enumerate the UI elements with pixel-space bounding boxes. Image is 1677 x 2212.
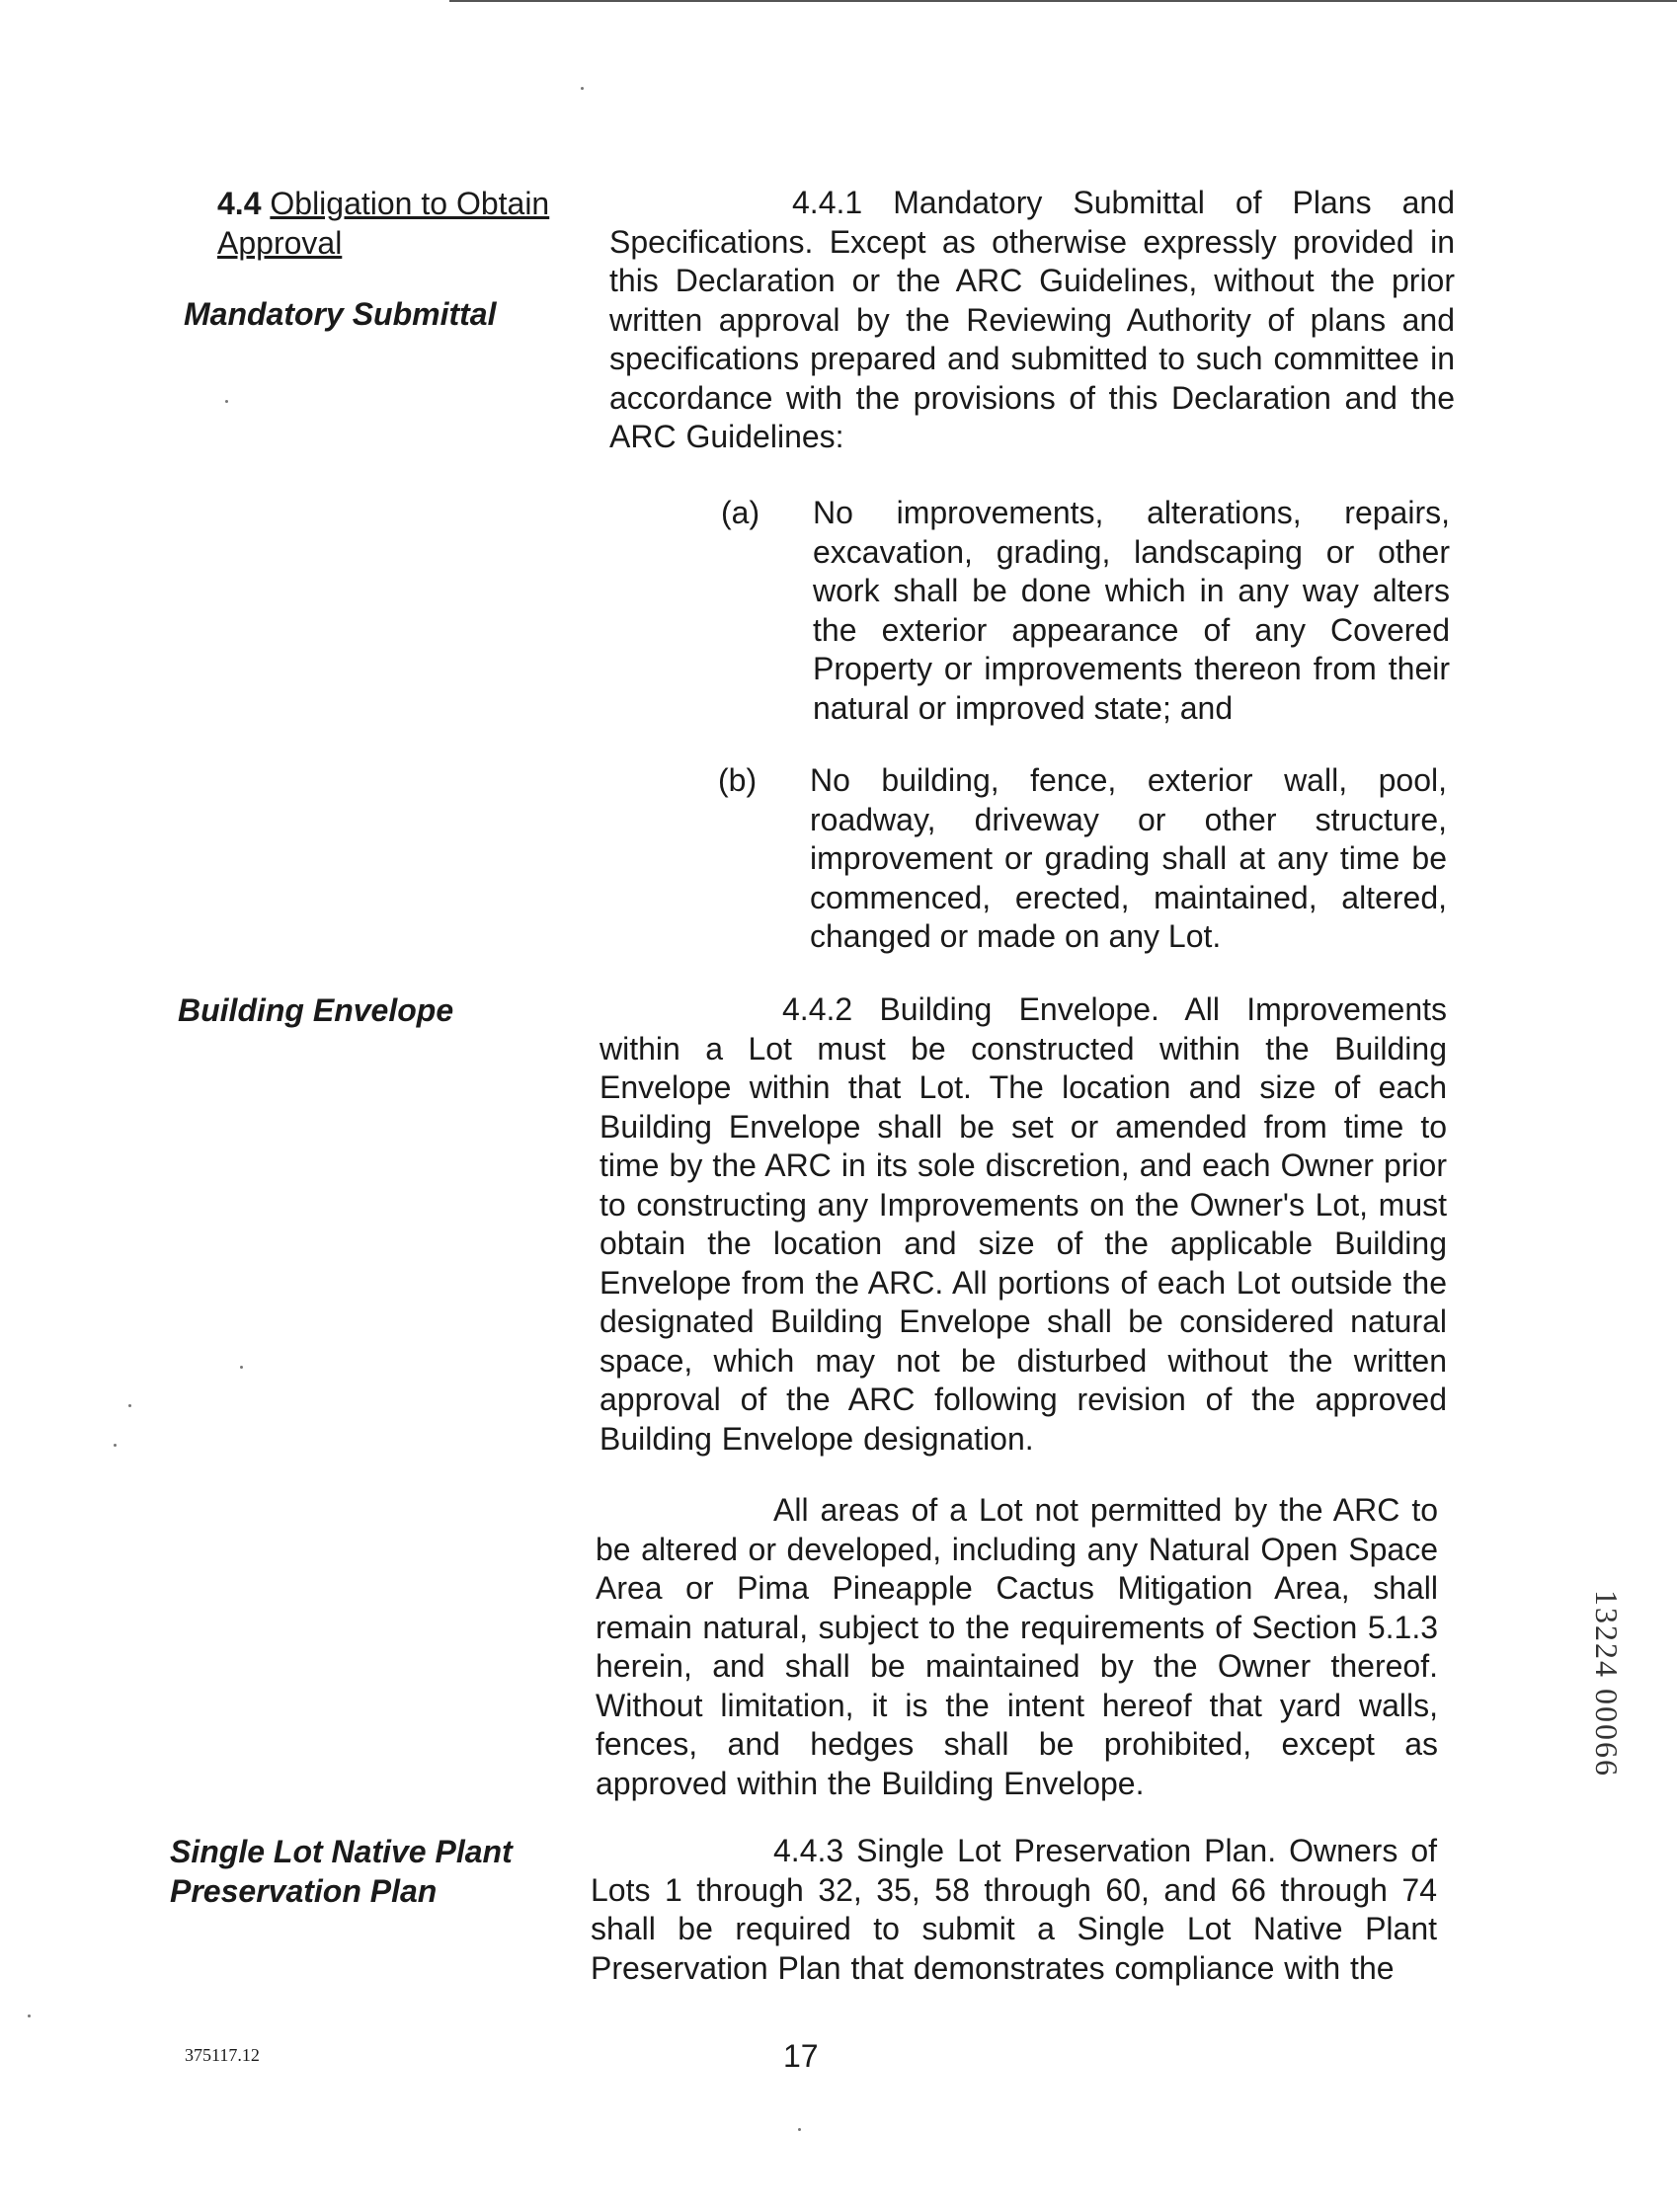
paragraph-4-4-1: [609, 184, 1455, 457]
page-number: 17: [783, 2038, 819, 2074]
paragraph-4-4-2-text: 4.4.2 Building Envelope. All Improvements within a Lot must be constructed within the Building Envelope within that Lot. The location and size of each Building Envelope shall be set or amended from time to time by the ARC in its sole discretion, and each Owner prior to constructing any Improvements on the Owner's Lot, must obtain the location and size of the applicable Building Envelope from the ARC. All portions of each Lot outside the designated Building Envelope shall be considered natural space, which may not be disturbed without the written approval of the ARC following revision of the approved Building Envelope designation.: [599, 991, 1447, 1457]
list-item-b: [718, 761, 1452, 959]
paragraph-4-4-3-text: 4.4.3 Single Lot Preservation Plan. Owners of Lots 1 through 32, 35, 58 through 60, and 66 through 74 shall be required to submit a Single Lot Native Plant Preservation Plan that demonstrates compliance with the: [591, 1833, 1437, 1986]
section-heading-line2: [217, 223, 342, 263]
scan-speck: [114, 1444, 117, 1447]
section-title-line1: Obligation to Obtain: [270, 186, 550, 221]
section-number: 4.4: [217, 186, 262, 221]
scan-speck: [240, 1366, 243, 1369]
section-title-line2: Approval: [217, 225, 343, 261]
section-heading: [217, 184, 549, 223]
list-item-b-text: No building, fence, exterior wall, pool, roadway, driveway or other structure, improvement or grading shall at any time be commenced, erected, maintained, altered, changed or made on any Lot.: [810, 762, 1447, 954]
paragraph-4-4-3: [591, 1832, 1437, 1988]
scan-speck: [581, 87, 584, 90]
list-item-b-label: (b): [718, 762, 758, 798]
scan-speck: [798, 2128, 801, 2131]
list-item-a-label: (a): [721, 495, 760, 530]
list-item-a-text: No improvements, alterations, repairs, excavation, grading, landscaping or other work shall be done which in any way alters the exterior appearance of any Covered Property or improvements thereon from their natural or improved state; and: [813, 495, 1450, 726]
paragraph-4-4-2: [599, 990, 1447, 1459]
side-heading-native-plant-line1: Single Lot Native Plant: [170, 1834, 513, 1869]
paragraph-4-4-1-text: 4.4.1 Mandatory Submittal of Plans and Specifications. Except as otherwise expressly provided in this Declaration or the ARC Guidelines, without the prior written approval by the Reviewing Authority of plans and specifications prepared and submitted to such committee in accordance with the provisions of this Declaration and the ARC Guidelines:: [609, 185, 1455, 454]
side-heading-mandatory-submittal: Mandatory Submittal: [184, 296, 497, 332]
scan-speck: [225, 400, 228, 403]
side-heading-native-plant-line2: Preservation Plan: [170, 1873, 438, 1909]
paragraph-4-4-2-continued-text: All areas of a Lot not permitted by the ARC to be altered or developed, including any Natural Open Space Area or Pima Pineapple Cactus Mitigation Area, shall remain natural, subject to the requirements of Section 5.1.3 herein, and shall be maintained by the Owner thereof. Without limitation, it is the intent hereof that yard walls, fences, and hedges shall be prohibited, except as approved within the Building Envelope.: [596, 1492, 1438, 1801]
side-heading-building-envelope: Building Envelope: [178, 992, 454, 1028]
scan-speck: [28, 2014, 31, 2017]
scan-speck: [128, 1404, 131, 1407]
top-border-rule: [449, 0, 1677, 2]
list-item-a: [721, 494, 1452, 731]
recording-stamp: 13224 00066: [1589, 1590, 1625, 1778]
paragraph-4-4-2-continued: [596, 1491, 1438, 1803]
footer-document-id: 375117.12: [185, 2045, 260, 2065]
